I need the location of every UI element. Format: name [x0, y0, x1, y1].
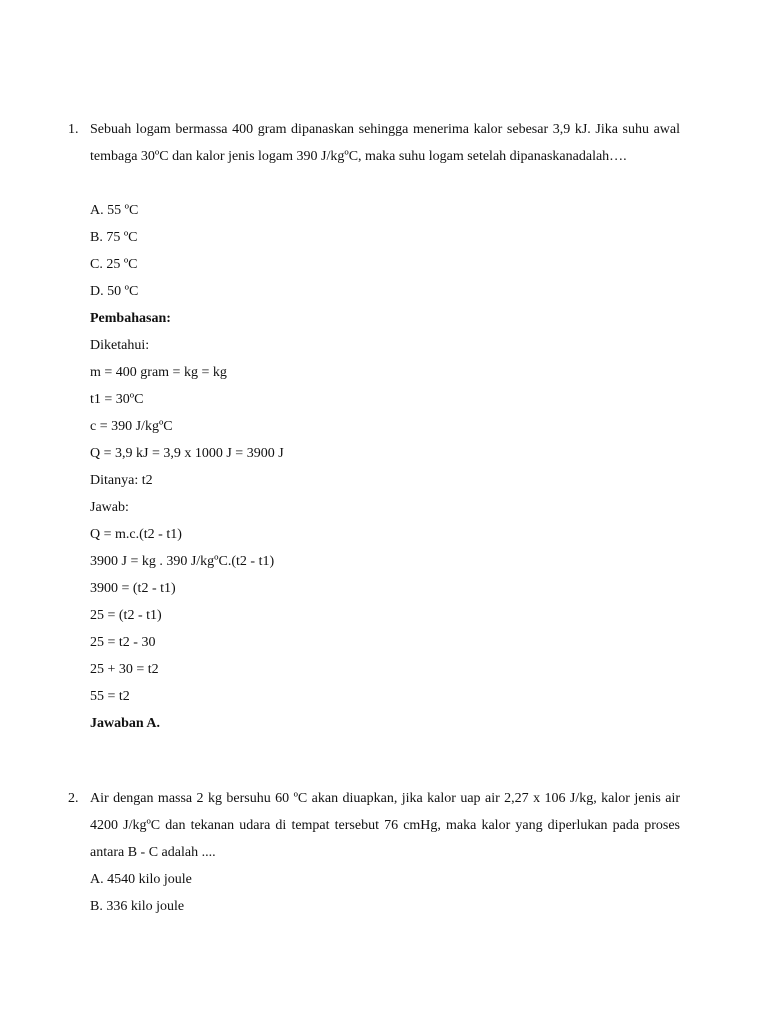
option-b: B. 336 kilo joule — [90, 899, 185, 914]
answer-label: Jawaban A. — [90, 716, 161, 731]
option-d: D. 50 ºC — [90, 284, 139, 299]
discussion-line: m = 400 gram = kg = kg — [90, 365, 227, 380]
discussion-line: t1 = 30ºC — [90, 392, 144, 407]
discussion-line: Ditanya: t2 — [90, 473, 153, 488]
discussion-line: 3900 J = kg . 390 J/kgºC.(t2 - t1) — [90, 554, 275, 569]
option-b: B. 75 ºC — [90, 230, 138, 245]
discussion-heading: Pembahasan: — [90, 311, 171, 326]
discussion-line: 25 = (t2 - t1) — [90, 608, 162, 623]
option-c: C. 25 ºC — [90, 257, 138, 272]
discussion-line: 55 = t2 — [90, 689, 130, 704]
question-stem: Air dengan massa 2 kg bersuhu 60 ºC akan diuapkan, jika kalor uap air 2,27 x 106 J/kg, kalor jenis air 4200 J/kgºC dan tekanan udara di tempat tersebut 76 cmHg, maka kalor yang diperlukan pada proses antara B - C adalah .... — [90, 791, 680, 860]
discussion-line: Jawab: — [90, 500, 129, 515]
discussion-line: Q = 3,9 kJ = 3,9 x 1000 J = 3900 J — [90, 446, 284, 461]
question-number: 2. — [68, 791, 79, 806]
question-stem: Sebuah logam bermassa 400 gram dipanaskan sehingga menerima kalor sebesar 3,9 kJ. Jika suhu awal tembaga 30ºC dan kalor jenis logam 390 J/kgºC, maka suhu logam setelah dipanaskanadalah…. — [90, 122, 680, 164]
question-body — [90, 116, 680, 737]
question-number: 1. — [68, 122, 79, 137]
discussion-line: 25 = t2 - 30 — [90, 635, 156, 650]
question-2 — [68, 785, 680, 920]
question-1 — [68, 116, 680, 737]
discussion-line: c = 390 J/kgºC — [90, 419, 173, 434]
discussion-line: 25 + 30 = t2 — [90, 662, 159, 677]
option-a: A. 4540 kilo joule — [90, 872, 192, 887]
discussion-line: Q = m.c.(t2 - t1) — [90, 527, 182, 542]
option-a: A. 55 ºC — [90, 203, 139, 218]
question-body — [90, 785, 680, 920]
discussion-line: Diketahui: — [90, 338, 150, 353]
discussion-line: 3900 = (t2 - t1) — [90, 581, 176, 596]
